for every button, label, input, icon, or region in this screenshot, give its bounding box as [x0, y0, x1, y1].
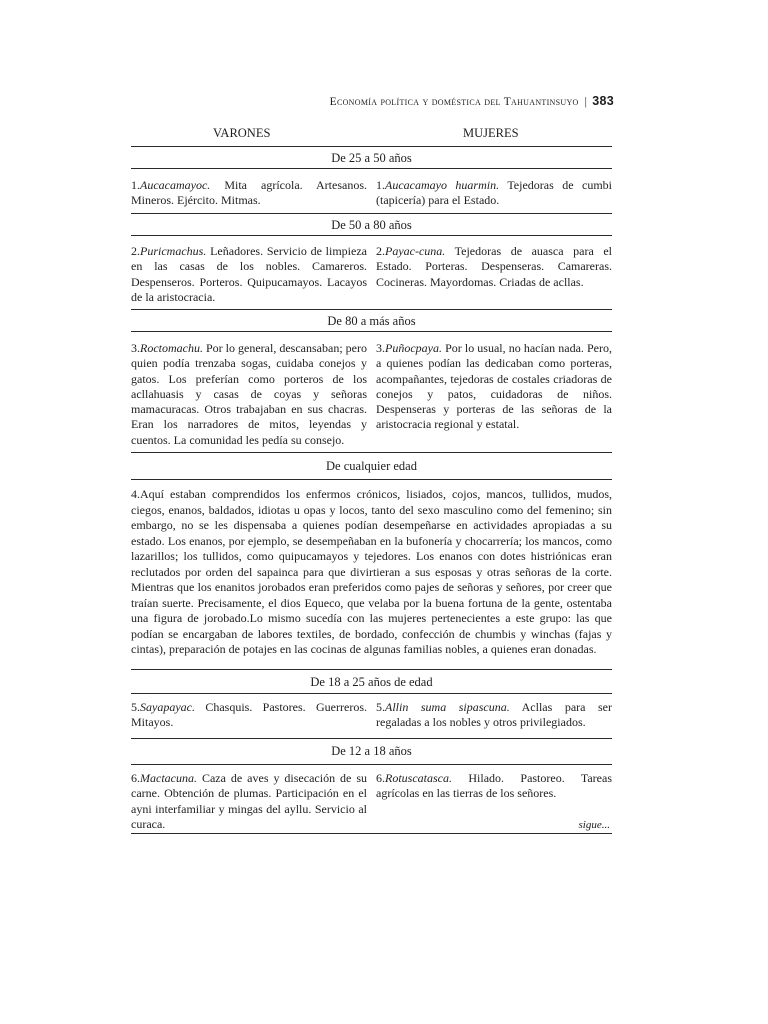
- entry-number: 4.: [131, 487, 140, 501]
- entry-text: Caza de aves y disecación de su carne. Obtención de plumas. Participación en el ayni interfamiliar y mingas del ayllu. Servicio al curaca.: [131, 771, 367, 831]
- entry-term: Payac-cuna.: [385, 244, 446, 258]
- entry-text: Chasquis. Pastores. Guerreros. Mitayos.: [131, 700, 367, 730]
- page-number: 383: [592, 94, 614, 108]
- running-title: Economía política y doméstica del Tahuantinsuyo: [329, 96, 579, 108]
- entry-text: Por lo usual, no hacían nada. Pero, a quienes podían las dedicaban como porteras, acompañantes, tejedoras de costales criadoras de conejos y patos, cuidadoras de niños. Despenseras y porteras de las señoras de la aristocracia regional y estatal.: [376, 341, 612, 432]
- entry-term: Rotuscatasca.: [385, 771, 452, 785]
- column-header-men: VARONES: [213, 126, 271, 140]
- entry-number: 6.: [131, 771, 140, 785]
- entry-text: Por lo general, descansaban; pero quien podía trenzaba sogas, cuidaba conejos y gatos. Los preferían como porteros de los acllahuasis y casas de coyas y señoras mamacuracas. Otros trabajaban en sus chacras. Eran los narradores de mitos, leyendas y cuentos. La comunidad les pedía su consejo.: [131, 341, 367, 447]
- entry-women-2: [376, 244, 612, 290]
- entry-term: Sayapayac.: [140, 700, 195, 714]
- entry-any-4: [131, 487, 612, 658]
- entry-women-1: [376, 178, 612, 209]
- entry-text: Tejedoras de cumbi (tapicería) para el Estado.: [376, 178, 612, 208]
- age-band-80-plus: De 80 a más años: [131, 309, 612, 332]
- entry-number: 3.: [376, 341, 385, 355]
- entry-men-6: [131, 771, 367, 832]
- column-header-women: MUJERES: [463, 126, 519, 140]
- header-separator: |: [584, 96, 588, 108]
- entry-women-5: [376, 700, 612, 731]
- entry-term: Aucacamayoc.: [140, 178, 211, 192]
- entry-number: 1.: [376, 178, 385, 192]
- entry-number: 3.: [131, 341, 140, 355]
- age-band-any: De cualquier edad: [131, 452, 612, 480]
- entry-text: Acllas para ser regaladas a los nobles y otros privilegiados.: [376, 700, 612, 730]
- running-header: [300, 94, 614, 108]
- entry-men-2: [131, 244, 367, 305]
- age-band-25-50: De 25 a 50 años: [131, 146, 612, 169]
- entry-term: Roctomachu.: [140, 341, 203, 355]
- entry-number: 2.: [131, 244, 140, 258]
- continued-note: sigue...: [578, 819, 610, 831]
- age-band-12-18: De 12 a 18 años: [131, 738, 612, 765]
- entry-men-1: [131, 178, 367, 209]
- entry-women-3: [376, 341, 612, 433]
- entry-text: Leñadores. Servicio de limpieza en las casas de los nobles. Camareros. Despenseros. Porteros. Quipucamayos. Lacayos de la aristocracia.: [131, 244, 367, 304]
- column-headers: [131, 126, 612, 142]
- entry-number: 5.: [131, 700, 140, 714]
- entry-text: Mita agrícola. Artesanos. Mineros. Ejército. Mitmas.: [131, 178, 367, 208]
- entry-men-3: [131, 341, 367, 448]
- entry-term: Puñocpaya.: [385, 341, 442, 355]
- entry-text: Aquí estaban comprendidos los enfermos crónicos, lisiados, cojos, mancos, tullidos, mudos, ciegos, enanos, baldados, idiotas u opas y locos, tanto del sexo masculino como del femenino; sin embargo, no se les dispensaba a quienes podían desempeñarse en actividades apropiadas a su estado. Los enanos, por ejemplo, se desempeñaban en la bufonería y chocarrería; los mancos, como lazarillos; los tullidos, como quipucamayos y tejedores. Los enanos con dotes histriónicas eran reclutados por orden del sapainca para que divirtieran a sus esposas y otras señoras de la corte. Mientras que los enanitos jorobados eran preferidos como pajes de señoras y señores, por creer que traían suerte. Precisamente, el dios Equeco, que velaba por la buena fortuna de la gente, ostentaba una figura de jorobado.Lo mismo sucedía con las mujeres pertenecientes a este grupo: las que podían se encargaban de labores textiles, de bordado, confección de chumbis y winchas (fajas y cintas), preparación de potajes en las cocinas de algunas familias nobles, a quienes eran donadas.: [131, 487, 612, 656]
- entry-number: 2.: [376, 244, 385, 258]
- bottom-rule: [131, 833, 612, 834]
- entry-number: 5.: [376, 700, 385, 714]
- entry-number: 6.: [376, 771, 385, 785]
- entry-men-5: [131, 700, 367, 731]
- entry-term: Mactacuna.: [140, 771, 197, 785]
- entry-term: Allin suma sipascuna.: [385, 700, 510, 714]
- entry-term: Aucacamayo huarmin.: [385, 178, 500, 192]
- age-band-18-25: De 18 a 25 años de edad: [131, 669, 612, 694]
- entry-term: Puricmachus.: [140, 244, 207, 258]
- entry-text: Hilado. Pastoreo. Tareas agrícolas en las tierras de los señores.: [376, 771, 612, 801]
- entry-text: Tejedoras de auasca para el Estado. Porteras. Despenseras. Camareras. Cocineras. Mayordomas. Criadas de acllas.: [376, 244, 612, 289]
- age-band-50-80: De 50 a 80 años: [131, 213, 612, 236]
- entry-number: 1.: [131, 178, 140, 192]
- entry-women-6: [376, 771, 612, 802]
